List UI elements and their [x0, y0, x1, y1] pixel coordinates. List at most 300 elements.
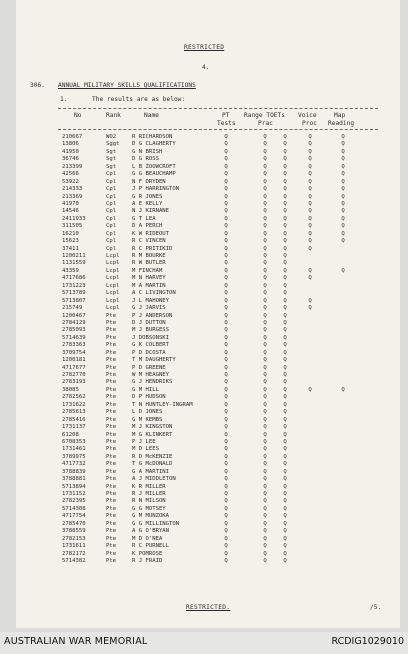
- next-page-marker: /5.: [370, 604, 382, 611]
- member-name: G G BEAUCHAMP: [132, 171, 176, 178]
- member-name: G N BRISH: [132, 148, 163, 155]
- member-name: R RICHARDSON: [132, 134, 173, 140]
- table-row: [16, 290, 400, 297]
- table-row: [16, 528, 400, 535]
- rank: Cpl: [106, 238, 117, 245]
- qualification-mark: Q: [341, 193, 345, 200]
- qualification-mark: Q: [263, 409, 267, 416]
- qualification-mark: Q: [263, 520, 267, 527]
- qualification-mark: Q: [224, 305, 228, 312]
- qualification-mark: Q: [263, 171, 267, 178]
- qualification-mark: Q: [283, 319, 287, 326]
- col-map-2: Reading: [328, 120, 355, 127]
- qualification-mark: Q: [263, 468, 267, 475]
- service-number: 4717754: [62, 513, 86, 520]
- qualification-mark: Q: [283, 245, 287, 252]
- qualification-mark: Q: [283, 267, 287, 274]
- service-number: 41970: [62, 200, 79, 207]
- qualification-mark: Q: [224, 245, 228, 252]
- qualification-mark: Q: [224, 357, 228, 364]
- rank: Sgt: [106, 156, 117, 163]
- intro-text: The results are as below:: [92, 96, 186, 103]
- qualification-mark: Q: [283, 334, 287, 341]
- member-name: A C LIVINGTON: [132, 290, 176, 297]
- member-name: M J BURGESS: [132, 327, 170, 334]
- qualification-mark: Q: [283, 156, 287, 163]
- qualification-mark: Q: [308, 186, 312, 193]
- qualification-mark: Q: [308, 148, 312, 155]
- service-number: 5714382: [62, 557, 86, 564]
- qualification-mark: Q: [283, 215, 287, 222]
- table-row: [16, 149, 400, 156]
- table-row: [16, 179, 400, 186]
- qualification-mark: Q: [263, 483, 267, 490]
- table-row: [16, 498, 400, 505]
- qualification-mark: Q: [224, 513, 228, 520]
- member-name: R C PRITIKID: [132, 245, 173, 252]
- qualification-mark: Q: [341, 134, 345, 140]
- table-row: [16, 402, 400, 409]
- qualification-mark: Q: [263, 349, 267, 356]
- rank: Pte: [106, 409, 117, 416]
- qualification-mark: Q: [263, 446, 267, 453]
- table-row: [16, 551, 400, 558]
- rank: Pte: [106, 364, 117, 371]
- qualification-mark: Q: [263, 543, 267, 550]
- qualification-mark: Q: [263, 491, 267, 497]
- qualification-mark: Q: [283, 476, 287, 483]
- qualification-mark: Q: [263, 305, 267, 312]
- table-row: [16, 283, 400, 290]
- service-number: 53922: [62, 178, 79, 185]
- member-name: G J HENDRIKS: [132, 379, 173, 386]
- qualification-mark: Q: [283, 386, 287, 393]
- qualification-mark: Q: [283, 357, 287, 364]
- qualification-mark: Q: [263, 267, 267, 274]
- qualification-mark: Q: [308, 245, 312, 252]
- col-range-2: Prac: [258, 120, 273, 127]
- table-row: [16, 268, 400, 275]
- rank: Pte: [106, 342, 117, 349]
- qualification-mark: Q: [263, 215, 267, 222]
- member-name: R M BOURKE: [132, 253, 166, 259]
- qualification-mark: Q: [283, 424, 287, 431]
- qualification-mark: Q: [263, 141, 267, 148]
- col-rank: Rank: [106, 112, 121, 119]
- qualification-mark: Q: [263, 372, 267, 378]
- qualification-mark: Q: [341, 163, 345, 170]
- qualification-mark: Q: [263, 453, 267, 460]
- member-name: D J DUTTON: [132, 319, 166, 326]
- qualification-mark: Q: [283, 163, 287, 170]
- table-row: [16, 454, 400, 461]
- rank: Cpl: [106, 230, 117, 237]
- qualification-mark: Q: [263, 186, 267, 193]
- qualification-mark: Q: [224, 208, 228, 215]
- rank: Cpl: [106, 223, 117, 230]
- qualification-mark: Q: [263, 260, 267, 267]
- qualification-mark: Q: [224, 364, 228, 371]
- service-number: 5713789: [62, 290, 86, 297]
- rank: Lcpl: [106, 253, 120, 259]
- member-name: G J JARVIS: [132, 305, 166, 312]
- qualification-mark: Q: [224, 156, 228, 163]
- qualification-mark: Q: [283, 148, 287, 155]
- qualification-mark: Q: [283, 230, 287, 237]
- table-row: [16, 186, 400, 193]
- qualification-mark: Q: [341, 208, 345, 215]
- qualification-mark: Q: [263, 156, 267, 163]
- table-row: [16, 506, 400, 513]
- qualification-mark: Q: [263, 275, 267, 282]
- qualification-mark: Q: [263, 342, 267, 349]
- qualification-mark: Q: [283, 349, 287, 356]
- service-number: 214333: [62, 186, 83, 193]
- service-number: 3788839: [62, 468, 86, 475]
- member-name: J L MAHONEY: [132, 297, 170, 304]
- qualification-mark: Q: [224, 267, 228, 274]
- rank: Lcpl: [106, 305, 120, 312]
- qualification-mark: Q: [224, 290, 228, 297]
- qualification-mark: Q: [263, 148, 267, 155]
- qualification-mark: Q: [224, 431, 228, 438]
- service-number: 2783193: [62, 379, 86, 386]
- qualification-mark: Q: [263, 528, 267, 535]
- rank: Pte: [106, 483, 117, 490]
- member-name: G K COLBERT: [132, 342, 170, 349]
- qualification-mark: Q: [224, 401, 228, 408]
- qualification-mark: Q: [224, 416, 228, 423]
- qualification-mark: Q: [224, 557, 228, 564]
- service-number: 5714639: [62, 334, 86, 341]
- qualification-mark: Q: [224, 134, 228, 140]
- rank: Pte: [106, 543, 117, 550]
- qualification-mark: Q: [283, 200, 287, 207]
- service-number: 1731611: [62, 543, 86, 550]
- rank: WO2: [106, 134, 117, 140]
- member-name: W M HEAGNEY: [132, 372, 170, 378]
- qualification-mark: Q: [283, 178, 287, 185]
- qualification-mark: Q: [308, 267, 312, 274]
- service-number: 2411933: [62, 215, 86, 222]
- table-row: [16, 320, 400, 327]
- qualification-mark: Q: [224, 260, 228, 267]
- qualification-mark: Q: [224, 468, 228, 475]
- member-name: G M MUNZOKA: [132, 513, 170, 520]
- table-row: [16, 246, 400, 253]
- member-name: R C VINCEN: [132, 238, 166, 245]
- qualification-mark: Q: [263, 513, 267, 520]
- qualification-mark: Q: [283, 208, 287, 215]
- qualification-mark: Q: [283, 453, 287, 460]
- service-number: 61208: [62, 431, 79, 438]
- qualification-mark: Q: [263, 498, 267, 505]
- qualification-mark: Q: [341, 171, 345, 178]
- rank: Pte: [106, 461, 117, 468]
- rank: Pte: [106, 401, 117, 408]
- qualification-mark: Q: [308, 208, 312, 215]
- col-no: No: [74, 112, 82, 119]
- qualification-mark: Q: [224, 498, 228, 505]
- table-row: [16, 208, 400, 215]
- service-number: 213399: [62, 163, 83, 170]
- service-number: 2782770: [62, 372, 86, 378]
- service-number: 2782562: [62, 394, 86, 401]
- col-voice: Voice: [298, 112, 317, 119]
- rank: Lcpl: [106, 260, 120, 267]
- member-name: G A MARTINI: [132, 468, 170, 475]
- rank: Pte: [106, 334, 117, 341]
- qualification-mark: Q: [283, 193, 287, 200]
- results-table: [16, 134, 400, 565]
- qualification-mark: Q: [224, 394, 228, 401]
- member-name: D G CLAGHERTY: [132, 141, 176, 148]
- qualification-mark: Q: [263, 193, 267, 200]
- rank: Pte: [106, 416, 117, 423]
- qualification-mark: Q: [224, 186, 228, 193]
- member-name: G T LEA: [132, 215, 156, 222]
- member-name: G M HILL: [132, 386, 159, 393]
- qualification-mark: Q: [283, 305, 287, 312]
- qualification-mark: Q: [263, 327, 267, 334]
- qualification-mark: Q: [283, 513, 287, 520]
- section-number: 306.: [30, 82, 45, 89]
- qualification-mark: Q: [308, 178, 312, 185]
- qualification-mark: Q: [224, 342, 228, 349]
- rank: Pte: [106, 424, 117, 431]
- service-number: 37411: [62, 245, 79, 252]
- member-name: T N HUNTLEY-INGRAM: [132, 401, 193, 408]
- table-row: [16, 484, 400, 491]
- member-name: M D O'NEA: [132, 535, 163, 542]
- qualification-mark: Q: [263, 334, 267, 341]
- rank: Cpl: [106, 200, 117, 207]
- service-number: 5713807: [62, 297, 86, 304]
- qualification-mark: Q: [224, 275, 228, 282]
- qualification-mark: Q: [283, 431, 287, 438]
- qualification-mark: Q: [263, 535, 267, 542]
- qualification-mark: Q: [283, 282, 287, 289]
- qualification-mark: Q: [263, 416, 267, 423]
- qualification-mark: Q: [224, 193, 228, 200]
- qualification-mark: Q: [224, 505, 228, 512]
- qualification-mark: Q: [224, 461, 228, 468]
- qualification-mark: Q: [224, 141, 228, 148]
- qualification-mark: Q: [341, 178, 345, 185]
- service-number: 2782172: [62, 550, 86, 557]
- qualification-mark: Q: [263, 312, 267, 319]
- qualification-mark: Q: [224, 424, 228, 431]
- service-number: 311505: [62, 223, 83, 230]
- member-name: R J MILLER: [132, 491, 166, 497]
- qualification-mark: Q: [308, 163, 312, 170]
- table-row: [16, 134, 400, 141]
- qualification-mark: Q: [224, 520, 228, 527]
- qualification-mark: Q: [263, 319, 267, 326]
- table-row: [16, 253, 400, 260]
- qualification-mark: Q: [224, 446, 228, 453]
- qualification-mark: Q: [283, 498, 287, 505]
- qualification-mark: Q: [224, 282, 228, 289]
- qualification-mark: Q: [308, 141, 312, 148]
- qualification-mark: Q: [224, 528, 228, 535]
- table-row: [16, 543, 400, 550]
- member-name: G G MILLINGTON: [132, 520, 180, 527]
- table-row: [16, 223, 400, 230]
- service-number: 3788559: [62, 528, 86, 535]
- rank: Pte: [106, 372, 117, 378]
- rank: Pte: [106, 557, 117, 564]
- qualification-mark: Q: [224, 319, 228, 326]
- qualification-mark: Q: [224, 312, 228, 319]
- qualification-mark: Q: [224, 253, 228, 259]
- service-number: 1731622: [62, 401, 86, 408]
- service-number: 2785470: [62, 520, 86, 527]
- qualification-mark: Q: [263, 297, 267, 304]
- member-name: A J MIDDLETON: [132, 476, 176, 483]
- qualification-mark: Q: [224, 409, 228, 416]
- qualification-mark: Q: [283, 491, 287, 497]
- table-row: [16, 432, 400, 439]
- qualification-mark: Q: [341, 238, 345, 245]
- table-row: [16, 305, 400, 312]
- member-name: L D JONES: [132, 409, 163, 416]
- rank: Sgt: [106, 163, 117, 170]
- rank: Cpl: [106, 178, 117, 185]
- qualification-mark: Q: [263, 394, 267, 401]
- rank: Cpl: [106, 171, 117, 178]
- rank: Pte: [106, 513, 117, 520]
- qualification-mark: Q: [224, 238, 228, 245]
- member-name: R W BUTLER: [132, 260, 166, 267]
- qualification-mark: Q: [263, 290, 267, 297]
- service-number: 2782395: [62, 498, 86, 505]
- table-row: [16, 275, 400, 282]
- qualification-mark: Q: [263, 253, 267, 259]
- qualification-mark: Q: [224, 543, 228, 550]
- rank: Pte: [106, 386, 117, 393]
- rank: Cpl: [106, 186, 117, 193]
- qualification-mark: Q: [263, 424, 267, 431]
- qualification-mark: Q: [263, 505, 267, 512]
- qualification-mark: Q: [308, 230, 312, 237]
- qualification-mark: Q: [283, 297, 287, 304]
- member-name: T M DAUGHERTY: [132, 357, 176, 364]
- member-name: A E KELLY: [132, 200, 163, 207]
- qualification-mark: Q: [263, 550, 267, 557]
- member-name: P D DCOSTA: [132, 349, 166, 356]
- member-name: J DOBSONSKI: [132, 334, 170, 341]
- service-number: 3709754: [62, 349, 86, 356]
- service-number: 2785416: [62, 416, 86, 423]
- service-number: 2784129: [62, 319, 86, 326]
- qualification-mark: Q: [224, 349, 228, 356]
- member-name: L B ZOOWCROFT: [132, 163, 176, 170]
- qualification-mark: Q: [263, 178, 267, 185]
- qualification-mark: Q: [224, 163, 228, 170]
- table-row: [16, 446, 400, 453]
- qualification-mark: Q: [283, 342, 287, 349]
- member-name: N F DRYDEN: [132, 178, 166, 185]
- table-row: [16, 476, 400, 483]
- service-number: 1131559: [62, 260, 86, 267]
- qualification-mark: Q: [263, 386, 267, 393]
- member-name: M J KINGSTON: [132, 424, 173, 431]
- table-row: [16, 156, 400, 163]
- member-name: J P HARRINGTON: [132, 186, 180, 193]
- qualification-mark: Q: [308, 386, 312, 393]
- qualification-mark: Q: [263, 401, 267, 408]
- service-number: 1731137: [62, 424, 86, 431]
- qualification-mark: Q: [263, 438, 267, 445]
- service-number: 2785093: [62, 327, 86, 334]
- service-number: 2785613: [62, 409, 86, 416]
- qualification-mark: Q: [263, 223, 267, 230]
- table-row: [16, 372, 400, 379]
- rank: Pte: [106, 550, 117, 557]
- qualification-mark: Q: [283, 446, 287, 453]
- table-row: [16, 298, 400, 305]
- qualification-mark: Q: [224, 230, 228, 237]
- qualification-mark: Q: [283, 401, 287, 408]
- restricted-bottom: RESTRICTED.: [186, 604, 231, 611]
- service-number: 1731461: [62, 446, 86, 453]
- qualification-mark: Q: [283, 171, 287, 178]
- qualification-mark: Q: [283, 379, 287, 386]
- member-name: D P HUDSON: [132, 394, 166, 401]
- qualification-mark: Q: [224, 171, 228, 178]
- table-row: [16, 394, 400, 401]
- qualification-mark: Q: [224, 148, 228, 155]
- table-row: [16, 387, 400, 394]
- qualification-mark: Q: [263, 557, 267, 564]
- qualification-mark: Q: [224, 438, 228, 445]
- rank: Sggt: [106, 141, 120, 148]
- member-name: K POMROSE: [132, 550, 163, 557]
- member-name: K R MILLER: [132, 483, 166, 490]
- table-row: [16, 357, 400, 364]
- qualification-mark: Q: [308, 238, 312, 245]
- qualification-mark: Q: [224, 535, 228, 542]
- qualification-mark: Q: [224, 483, 228, 490]
- qualification-mark: Q: [283, 372, 287, 378]
- qualification-mark: Q: [283, 238, 287, 245]
- service-number: 213369: [62, 193, 83, 200]
- rank: Cpl: [106, 245, 117, 252]
- table-row: [16, 409, 400, 416]
- qualification-mark: Q: [308, 156, 312, 163]
- rank: Lcpl: [106, 282, 120, 289]
- rank: Pte: [106, 491, 117, 497]
- paragraph-number: 1.: [60, 96, 68, 103]
- qualification-mark: Q: [263, 364, 267, 371]
- rank: Pte: [106, 312, 117, 319]
- qualification-mark: Q: [263, 134, 267, 140]
- table-row: [16, 260, 400, 267]
- rank: Pte: [106, 535, 117, 542]
- rank: Pte: [106, 394, 117, 401]
- qualification-mark: Q: [263, 461, 267, 468]
- qualification-mark: Q: [308, 223, 312, 230]
- qualification-mark: Q: [283, 364, 287, 371]
- qualification-mark: Q: [341, 148, 345, 155]
- qualification-mark: Q: [283, 141, 287, 148]
- rank: Sgt: [106, 148, 117, 155]
- qualification-mark: Q: [341, 386, 345, 393]
- col-range: Range TOETs: [244, 112, 285, 119]
- member-name: M D LEES: [132, 446, 159, 453]
- qualification-mark: Q: [283, 409, 287, 416]
